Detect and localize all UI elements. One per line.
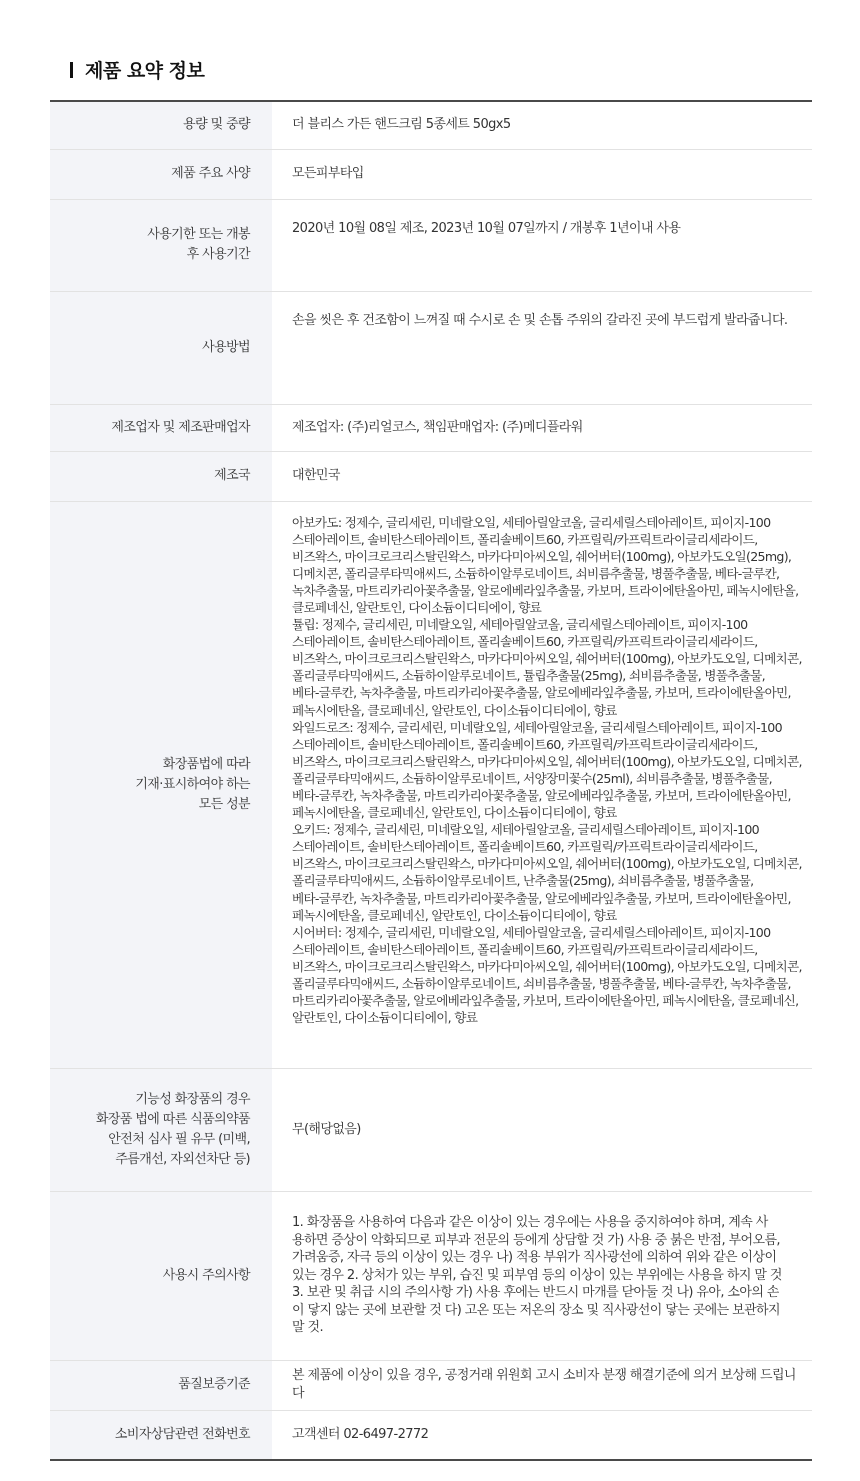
row-label-expiry: 사용기한 또는 개봉 후 사용기간	[50, 199, 272, 291]
row-label-capacity: 용량 및 중량	[50, 101, 272, 149]
row-value-caution	[272, 1191, 812, 1360]
table-row	[50, 501, 812, 1068]
row-value-phone: 고객센터 02-6497-2772	[292, 1426, 429, 1442]
row-value-ingredients	[272, 501, 812, 1068]
row-label-usage: 사용방법	[50, 291, 272, 404]
row-value-quality: 본 제품에 이상이 있을 경우, 공정거래 위원회 고시 소비자 분쟁 해결기준에 의거 보상해 드립니다	[272, 1360, 812, 1410]
table-row	[50, 451, 812, 501]
section-heading	[70, 60, 204, 82]
row-value-expiry: 2020년 10월 08일 제조, 2023년 10월 07일까지 / 개봉후 1년이내 사용	[272, 199, 812, 291]
table-row	[50, 149, 812, 199]
table-row	[50, 1191, 812, 1360]
product-info-table	[50, 100, 812, 1461]
table-row	[50, 101, 812, 149]
row-label-spec: 제품 주요 사양	[50, 149, 272, 199]
row-label-functional: 기능성 화장품의 경우 화장품 법에 따른 식품의약품 안전처 심사 필 유무 (미백, 주름개선, 자외선차단 등)	[50, 1068, 272, 1191]
row-label-manufacturer: 제조업자 및 제조판매업자	[50, 404, 272, 451]
row-value-capacity: 더 블리스 가든 핸드크림 5종세트 50gx5	[272, 101, 812, 149]
heading-bar	[70, 62, 73, 78]
row-value-usage: 손을 씻은 후 건조함이 느껴질 때 수시로 손 및 손톱 주위의 갈라진 곳에 부드럽게 발라줍니다.	[272, 291, 812, 404]
table-row	[50, 404, 812, 451]
table-row	[50, 1068, 812, 1191]
row-label-phone: 소비자상담관련 전화번호	[50, 1410, 272, 1460]
ingredients-text: 아보카도: 정제수, 글리세린, 미네랄오일, 세테아릴알코올, 글리세릴스테아레이트, 피이지-100 스테아레이트, 솔비탄스테아레이트, 폴리솔베이트60, 카프릴릭/카프릭트라이글리세라이드, 비즈왁스, 마이크로크리스탈린왁스, 마카다미아씨오일, 쉐어버터(100mg), 아보카도오일(25mg), 디메치콘, 폴리글루타믹애씨드, 소듐하이알루로네이트, 쇠비름추출물, 병풀추출물, 베타-글루칸, 녹차추출물, 마트리카리아꽃추출물, 알로에베라잎추출물, 카보머, 트라이에탄올아민, 페녹시에탄올, 클로페네신, 알란토인, 다이소듐이디티에이, 향료 튤립: 정제수, 글리세린, 미네랄오일, 세테아릴알코올, 글리세릴스테아레이트, 피이지-100 스테아레이트, 솔비탄스테아레이트, 폴리솔베이트60, 카프릴릭/카프릭트라이글리세라이드, 비즈왁스, 마이크로크리스탈린왁스, 마카다미아씨오일, 쉐어버터(100mg), 아보카도오일, 디메치콘, 폴리글루타믹애씨드, 소듐하이알루로네이트, 튤립추출물(25mg), 쇠비름추출물, 병풀추출물, 베타-글루칸, 녹차추출물, 마트리카리아꽃추출물, 알로에베라잎추출물, 카보머, 트라이에탄올아민, 페녹시에탄올, 클로페네신, 알란토인, 다이소듐이디티에이, 향료 와일드로즈: 정제수, 글리세린, 미네랄오일, 세테아릴알코올, 글리세릴스테아레이트, 피이지-100 스테아레이트, 솔비탄스테아레이트, 폴리솔베이트60, 카프릴릭/카프릭트라이글리세라이드, 비즈왁스, 마이크로크리스탈린왁스, 마카다미아씨오일, 쉐어버터(100mg), 아보카도오일, 디메치콘, 폴리글루타믹애씨드, 소듐하이알루로네이트, 서양장미꽃수(25ml), 쇠비름추출물, 병풀추출물, 베타-글루칸, 녹차추출물, 마트리카리아꽃추출물, 알로에베라잎추출물, 카보머, 트라이에탄올아민, 페녹시에탄올, 클로페네신, 알란토인, 다이소듐이디티에이, 향료 오키드: 정제수, 글리세린, 미네랄오일, 세테아릴알코올, 글리세릴스테아레이트, 피이지-100 스테아레이트, 솔비탄스테아레이트, 폴리솔베이트60, 카프릴릭/카프릭트라이글리세라이드, 비즈왁스, 마이크로크리스탈린왁스, 마카다미아씨오일, 쉐어버터(100mg), 아보카도오일, 디메치콘, 폴리글루타믹애씨드, 소듐하이알루로네이트, 난추출물(25mg), 쇠비름추출물, 병풀추출물, 베타-글루칸, 녹차추출물, 마트리카리아꽃추출물, 알로에베라잎추출물, 카보머, 트라이에탄올아민, 페녹시에탄올, 클로페네신, 알란토인, 다이소듐이디티에이, 향료 시어버터: 정제수, 글리세린, 미네랄오일, 세테아릴알코올, 글리세릴스테아레이트, 피이지-100 스테아레이트, 솔비탄스테아레이트, 폴리솔베이트60, 카프릴릭/카프릭트라이글리세라이드, 비즈왁스, 마이크로크리스탈린왁스, 마카다미아씨오일, 쉐어버터(100mg), 아보카도오일, 디메치콘, 폴리글루타믹애씨드, 소듐하이알루로네이트, 쇠비름추출물, 병풀추출물, 베타-글루칸, 녹차추출물, 마트리카리아꽃추출물, 알로에베라잎추출물, 카보머, 트라이에탄올아민, 페녹시에탄올, 클로페네신, 알란토인, 다이소듐이디티에이, 향료	[292, 514, 802, 1026]
table-row	[50, 291, 812, 404]
caution-text: 1. 화장품을 사용하여 다음과 같은 이상이 있는 경우에는 사용을 중지하여야 하며, 계속 사 용하면 증상이 악화되므로 피부과 전문의 등에게 상담할 것 가) 사용 중 붉은 반점, 부어오름, 가려움증, 자극 등의 이상이 있는 경우 나) 적용 부위가 직사광선에 의하여 위와 같은 이상이 있는 경우 2. 상처가 있는 부위, 습진 및 피부염 등의 이상이 있는 부위에는 사용을 하지 말 것 3. 보관 및 취급 시의 주의사항 가) 사용 후에는 반드시 마개를 닫아둘 것 나) 유아, 소아의 손 이 닿지 않는 곳에 보관할 것 다) 고온 또는 저온의 장소 및 직사광선이 닿는 곳에는 보관하지 말 것.	[292, 1214, 782, 1336]
section-title: 제품 요약 정보	[85, 60, 205, 82]
table-row	[50, 199, 812, 291]
row-value-spec: 모든피부타입	[272, 149, 812, 199]
row-label-country: 제조국	[50, 451, 272, 501]
row-value-functional: 무(해당없음)	[272, 1068, 812, 1191]
row-label-quality: 품질보증기준	[50, 1360, 272, 1410]
row-value-country: 대한민국	[272, 451, 812, 501]
row-value-manufacturer: 제조업자: (주)리얼코스, 책임판매업자: (주)메디플라워	[272, 404, 812, 451]
table-row	[50, 1410, 812, 1460]
row-label-caution: 사용시 주의사항	[50, 1191, 272, 1360]
table-row	[50, 1360, 812, 1410]
row-label-ingredients: 화장품법에 따라 기재·표시하여야 하는 모든 성분	[50, 501, 272, 1068]
